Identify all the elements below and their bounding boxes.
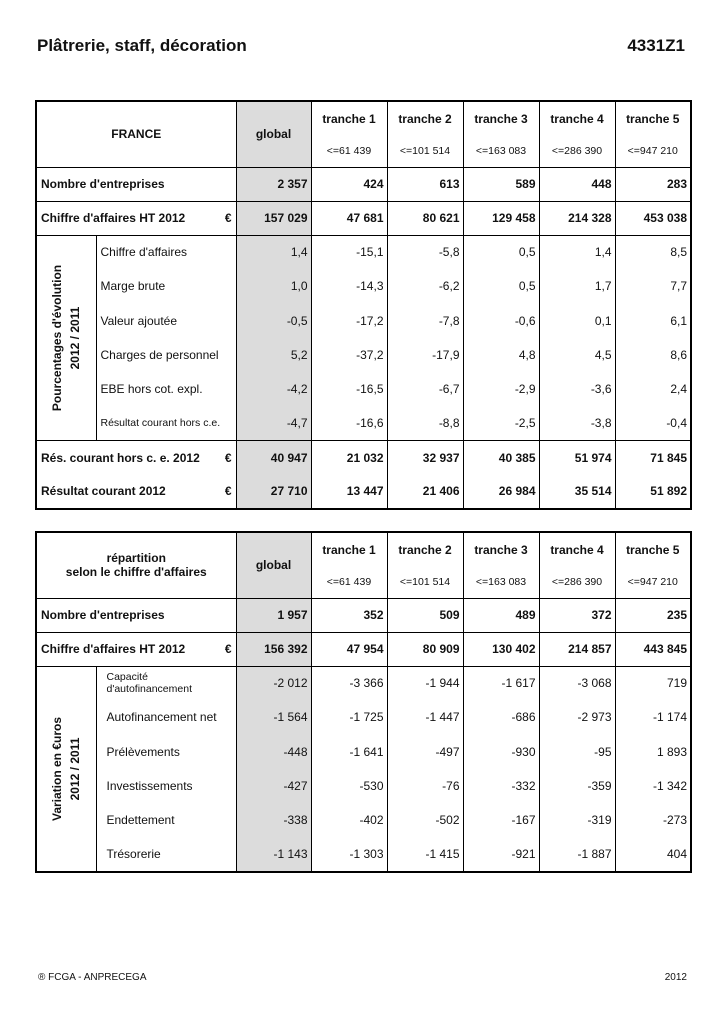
- row-label: Résultat courant hors c.e.: [96, 406, 236, 440]
- row-label: Prélèvements: [96, 735, 236, 769]
- value-cell: 40 385: [463, 441, 539, 475]
- row-label: [36, 201, 236, 235]
- value-cell: -8,8: [387, 406, 463, 440]
- table-row: [36, 269, 691, 303]
- row-label: [36, 632, 236, 666]
- value-cell: 613: [387, 167, 463, 201]
- row-label: [36, 475, 236, 509]
- value-cell: 424: [311, 167, 387, 201]
- value-cell: -273: [615, 803, 691, 837]
- value-cell: -4,2: [236, 372, 311, 406]
- value-cell: -402: [311, 803, 387, 837]
- value-cell: -1 174: [615, 700, 691, 734]
- euro-sign: €: [224, 642, 232, 656]
- value-cell: 6,1: [615, 304, 691, 338]
- value-cell: 47 954: [311, 632, 387, 666]
- value-cell: -427: [236, 769, 311, 803]
- table-row: [36, 338, 691, 372]
- value-cell: -1 342: [615, 769, 691, 803]
- value-cell: -1 303: [311, 837, 387, 871]
- value-cell: 51 974: [539, 441, 615, 475]
- value-cell: -1 617: [463, 666, 539, 700]
- table-row: [36, 735, 691, 769]
- row-label-text: Nombre d'entreprises: [41, 177, 165, 191]
- tranche-limit: <=61 439: [311, 566, 387, 598]
- value-cell: 214 328: [539, 201, 615, 235]
- value-cell: -76: [387, 769, 463, 803]
- value-cell: -2 973: [539, 700, 615, 734]
- value-cell: -338: [236, 803, 311, 837]
- value-cell: -4,7: [236, 406, 311, 440]
- value-cell: -686: [463, 700, 539, 734]
- value-cell: 2 357: [236, 167, 311, 201]
- row-label-text: Nombre d'entreprises: [41, 608, 165, 622]
- table-row: [36, 803, 691, 837]
- repartition-table: [35, 531, 692, 873]
- footer-year: 2012: [664, 972, 687, 983]
- value-cell: 71 845: [615, 441, 691, 475]
- page-code: 4331Z1: [627, 36, 685, 55]
- chiffre-affaires-row: [36, 201, 691, 235]
- value-cell: 21 406: [387, 475, 463, 509]
- value-cell: 80 621: [387, 201, 463, 235]
- nb-entreprises-row: [36, 598, 691, 632]
- row-label: Charges de personnel: [96, 338, 236, 372]
- table-title-text: FRANCE: [111, 127, 162, 142]
- value-cell: 443 845: [615, 632, 691, 666]
- tranche-header: tranche 4: [539, 101, 615, 135]
- tranche-header: tranche 1: [311, 532, 387, 566]
- value-cell: 32 937: [387, 441, 463, 475]
- tranche-header: tranche 2: [387, 532, 463, 566]
- value-cell: 283: [615, 167, 691, 201]
- row-label-text: Chiffre d'affaires HT 2012: [41, 642, 186, 656]
- row-label: EBE hors cot. expl.: [96, 372, 236, 406]
- value-cell: 129 458: [463, 201, 539, 235]
- group-label-line: 2012 / 2011: [68, 306, 83, 370]
- value-cell: 1,4: [539, 235, 615, 269]
- value-cell: -37,2: [311, 338, 387, 372]
- tranche-header: tranche 5: [615, 532, 691, 566]
- value-cell: -3 366: [311, 666, 387, 700]
- value-cell: -14,3: [311, 269, 387, 303]
- value-cell: 80 909: [387, 632, 463, 666]
- value-cell: -6,7: [387, 372, 463, 406]
- resultat-hce-row: [36, 441, 691, 475]
- tranche-limit: <=163 083: [463, 566, 539, 598]
- row-label: Endettement: [96, 803, 236, 837]
- table-row: [36, 837, 691, 871]
- value-cell: -332: [463, 769, 539, 803]
- tranche-limit: <=101 514: [387, 135, 463, 167]
- value-cell: 5,2: [236, 338, 311, 372]
- group-label: [36, 666, 96, 872]
- value-cell: 589: [463, 167, 539, 201]
- row-label: Autofinancement net: [96, 700, 236, 734]
- tranche-header: tranche 3: [463, 101, 539, 135]
- value-cell: -1 725: [311, 700, 387, 734]
- value-cell: 0,5: [463, 235, 539, 269]
- value-cell: -0,5: [236, 304, 311, 338]
- row-label: Investissements: [96, 769, 236, 803]
- tranche-limit: <=947 210: [615, 566, 691, 598]
- value-cell: 13 447: [311, 475, 387, 509]
- tranche-header: tranche 4: [539, 532, 615, 566]
- value-cell: 509: [387, 598, 463, 632]
- value-cell: -1 447: [387, 700, 463, 734]
- table-title-line: répartition: [106, 551, 166, 566]
- value-cell: -497: [387, 735, 463, 769]
- table-title-line: selon le chiffre d'affaires: [65, 565, 207, 580]
- value-cell: 0,5: [463, 269, 539, 303]
- value-cell: 1 893: [615, 735, 691, 769]
- value-cell: 489: [463, 598, 539, 632]
- value-cell: 47 681: [311, 201, 387, 235]
- value-cell: -3,6: [539, 372, 615, 406]
- chiffre-affaires-row: [36, 632, 691, 666]
- value-cell: -3,8: [539, 406, 615, 440]
- table-row: [36, 372, 691, 406]
- value-cell: -1 415: [387, 837, 463, 871]
- tranche-header: tranche 2: [387, 101, 463, 135]
- value-cell: 157 029: [236, 201, 311, 235]
- value-cell: 2,4: [615, 372, 691, 406]
- value-cell: 719: [615, 666, 691, 700]
- group-label: [36, 235, 96, 441]
- row-label: [36, 598, 236, 632]
- value-cell: -16,6: [311, 406, 387, 440]
- group-label-line: 2012 / 2011: [68, 737, 83, 801]
- value-cell: 27 710: [236, 475, 311, 509]
- value-cell: -930: [463, 735, 539, 769]
- value-cell: 7,7: [615, 269, 691, 303]
- global-header: global: [236, 532, 311, 598]
- tranche-limit: <=286 390: [539, 566, 615, 598]
- value-cell: -319: [539, 803, 615, 837]
- tranche-limit: <=101 514: [387, 566, 463, 598]
- value-cell: 1,4: [236, 235, 311, 269]
- value-cell: -921: [463, 837, 539, 871]
- row-label: Valeur ajoutée: [96, 304, 236, 338]
- value-cell: -0,4: [615, 406, 691, 440]
- value-cell: -3 068: [539, 666, 615, 700]
- tranche-limit: <=163 083: [463, 135, 539, 167]
- value-cell: 214 857: [539, 632, 615, 666]
- value-cell: -2,9: [463, 372, 539, 406]
- row-label-text: Chiffre d'affaires HT 2012: [41, 211, 186, 225]
- value-cell: 40 947: [236, 441, 311, 475]
- value-cell: -6,2: [387, 269, 463, 303]
- row-label: Marge brute: [96, 269, 236, 303]
- value-cell: -448: [236, 735, 311, 769]
- value-cell: 130 402: [463, 632, 539, 666]
- tranche-header: tranche 1: [311, 101, 387, 135]
- value-cell: -502: [387, 803, 463, 837]
- value-cell: -17,9: [387, 338, 463, 372]
- euro-sign: €: [224, 451, 232, 466]
- tranche-header: tranche 3: [463, 532, 539, 566]
- value-cell: 448: [539, 167, 615, 201]
- value-cell: -2,5: [463, 406, 539, 440]
- table-row: [36, 769, 691, 803]
- nb-entreprises-row: [36, 167, 691, 201]
- value-cell: 453 038: [615, 201, 691, 235]
- table-title: [36, 101, 236, 167]
- table-row: [36, 235, 691, 269]
- value-cell: 1 957: [236, 598, 311, 632]
- value-cell: -16,5: [311, 372, 387, 406]
- value-cell: 26 984: [463, 475, 539, 509]
- france-table: [35, 100, 692, 510]
- value-cell: -167: [463, 803, 539, 837]
- tranche-limit: <=286 390: [539, 135, 615, 167]
- value-cell: 156 392: [236, 632, 311, 666]
- table-row: [36, 666, 691, 700]
- tranche-limit: <=61 439: [311, 135, 387, 167]
- value-cell: 4,8: [463, 338, 539, 372]
- row-label: [36, 441, 236, 475]
- value-cell: -1 641: [311, 735, 387, 769]
- table-row: [36, 304, 691, 338]
- value-cell: 372: [539, 598, 615, 632]
- footer-copyright: ® FCGA - ANPRECEGA: [38, 972, 147, 983]
- group-label-line: Pourcentages d'évolution: [50, 264, 65, 411]
- value-cell: -359: [539, 769, 615, 803]
- value-cell: -2 012: [236, 666, 311, 700]
- value-cell: -17,2: [311, 304, 387, 338]
- resultat-row: [36, 475, 691, 509]
- value-cell: -1 944: [387, 666, 463, 700]
- value-cell: -1 887: [539, 837, 615, 871]
- euro-sign: €: [224, 484, 232, 499]
- row-label: [36, 167, 236, 201]
- table-row: [36, 700, 691, 734]
- value-cell: -0,6: [463, 304, 539, 338]
- row-label: Trésorerie: [96, 837, 236, 871]
- value-cell: 1,7: [539, 269, 615, 303]
- value-cell: -1 564: [236, 700, 311, 734]
- value-cell: -95: [539, 735, 615, 769]
- value-cell: 4,5: [539, 338, 615, 372]
- value-cell: 35 514: [539, 475, 615, 509]
- row-label: Capacité d'autofinancement: [96, 666, 236, 700]
- value-cell: 21 032: [311, 441, 387, 475]
- row-label-text: Rés. courant hors c. e. 2012: [41, 451, 200, 466]
- value-cell: 0,1: [539, 304, 615, 338]
- tranche-limit: <=947 210: [615, 135, 691, 167]
- value-cell: 404: [615, 837, 691, 871]
- tranche-header: tranche 5: [615, 101, 691, 135]
- euro-sign: €: [224, 211, 232, 225]
- row-label: Chiffre d'affaires: [96, 235, 236, 269]
- page-title: Plâtrerie, staff, décoration: [37, 36, 247, 55]
- value-cell: -5,8: [387, 235, 463, 269]
- value-cell: 1,0: [236, 269, 311, 303]
- value-cell: 352: [311, 598, 387, 632]
- value-cell: 51 892: [615, 475, 691, 509]
- value-cell: -15,1: [311, 235, 387, 269]
- value-cell: -7,8: [387, 304, 463, 338]
- table-row: [36, 406, 691, 440]
- row-label-text: Résultat courant 2012: [41, 484, 166, 499]
- value-cell: -530: [311, 769, 387, 803]
- value-cell: 235: [615, 598, 691, 632]
- value-cell: 8,5: [615, 235, 691, 269]
- group-label-line: Variation en €uros: [50, 716, 65, 821]
- table-title: [36, 532, 236, 598]
- global-header: global: [236, 101, 311, 167]
- value-cell: -1 143: [236, 837, 311, 871]
- value-cell: 8,6: [615, 338, 691, 372]
